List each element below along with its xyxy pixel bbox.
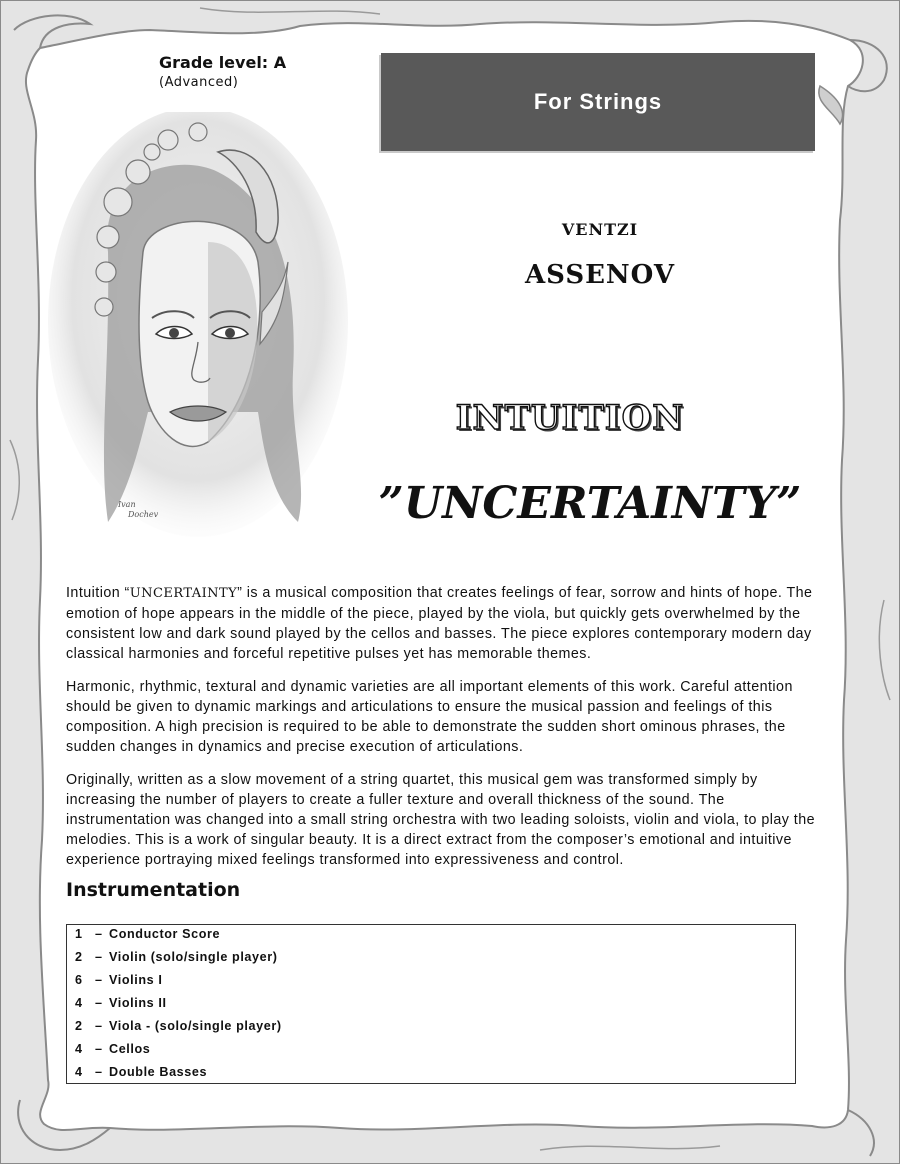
work-title: INTUITION: [455, 398, 685, 438]
instrumentation-row: [67, 926, 795, 949]
description-paragraph-2: Harmonic, rhythmic, textural and dynamic varieties are all important elements of this work. Careful attention should be given to dynamic markings and articulations to ensure the musical passion and feelings of this composition. A high precision is required to be able to demonstrate the sudden short ominous phrases, the sudden changes in dynamics and precise execution of articulations.: [66, 679, 793, 755]
instrument-count: 2: [75, 1019, 83, 1033]
instrument-dash: –: [95, 1042, 103, 1056]
instrument-count: 4: [75, 1065, 83, 1079]
instrumentation-row: [67, 972, 795, 995]
instrument-part: Double Basses: [109, 1065, 208, 1079]
instrumentation-row: [67, 1041, 795, 1064]
description-paragraph-1: [66, 583, 826, 664]
instrumentation-row: [67, 1064, 795, 1087]
instrumentation-row: [67, 995, 795, 1018]
work-subtitle: ”UNCERTAINTY”: [378, 478, 802, 529]
p1-inline-title: UNCERTAINTY: [129, 586, 238, 601]
instrument-part: Cellos: [109, 1042, 151, 1056]
instrumentation-row: [67, 949, 795, 972]
instrument-count: 2: [75, 950, 83, 964]
instrument-part: Violins II: [109, 996, 167, 1010]
portrait-illustration: [48, 112, 348, 542]
instrument-part: Conductor Score: [109, 927, 221, 941]
description-paragraph-3: Originally, written as a slow movement of a string quartet, this musical gem was transformed simply by increasing the number of players to create a fuller texture and overall thickness of the sound. The instrumentation was changed into a small string orchestra with two leading soloists, violin and viola, to play the melodies. This is a work of singular beauty. It is a direct extract from the composer’s emotional and intuitive experience portraying mixed feelings transformed into expressiveness and control.: [66, 772, 816, 868]
instrument-dash: –: [95, 996, 103, 1010]
p1-body: ” is a musical composition that creates feelings of fear, sorrow and hints of hope. The emotion of hope appears in the middle of the piece, played by the viola, but quickly gets overwhelmed by the consistent low and dark sound played by the cellos and basses. The piece explores contemporary modern day classical harmonies and forceful repetitive pulses yet has memorable themes.: [66, 585, 813, 662]
instrument-dash: –: [95, 927, 103, 941]
instrument-dash: –: [95, 1019, 103, 1033]
instrument-count: 1: [75, 927, 83, 941]
instrument-count: 6: [75, 973, 83, 987]
p1-lead: Intuition “: [66, 585, 130, 601]
instrument-count: 4: [75, 996, 83, 1010]
grade-level-label: Grade level: A: [159, 53, 287, 72]
grade-level-note: (Advanced): [159, 75, 239, 90]
instrument-dash: –: [95, 950, 103, 964]
instrument-dash: –: [95, 973, 103, 987]
signature-line-1: Ivan: [118, 500, 136, 509]
instrument-part: Violins I: [109, 973, 163, 987]
instrument-count: 4: [75, 1042, 83, 1056]
ensemble-banner: For Strings: [381, 53, 815, 151]
composer-last-name: ASSENOV: [524, 260, 676, 290]
grade-level: [159, 53, 286, 90]
instrumentation-list: [66, 924, 796, 1084]
instrumentation-row: [67, 1018, 795, 1041]
instrumentation-heading: Instrumentation: [66, 879, 241, 901]
instrument-part: Violin (solo/single player): [109, 950, 278, 964]
instrument-part: Viola - (solo/single player): [109, 1019, 282, 1033]
signature-line-2: Dochev: [128, 510, 159, 519]
composer-first-name: VENTZI: [561, 220, 639, 239]
instrument-dash: –: [95, 1065, 103, 1079]
description: [66, 583, 826, 883]
